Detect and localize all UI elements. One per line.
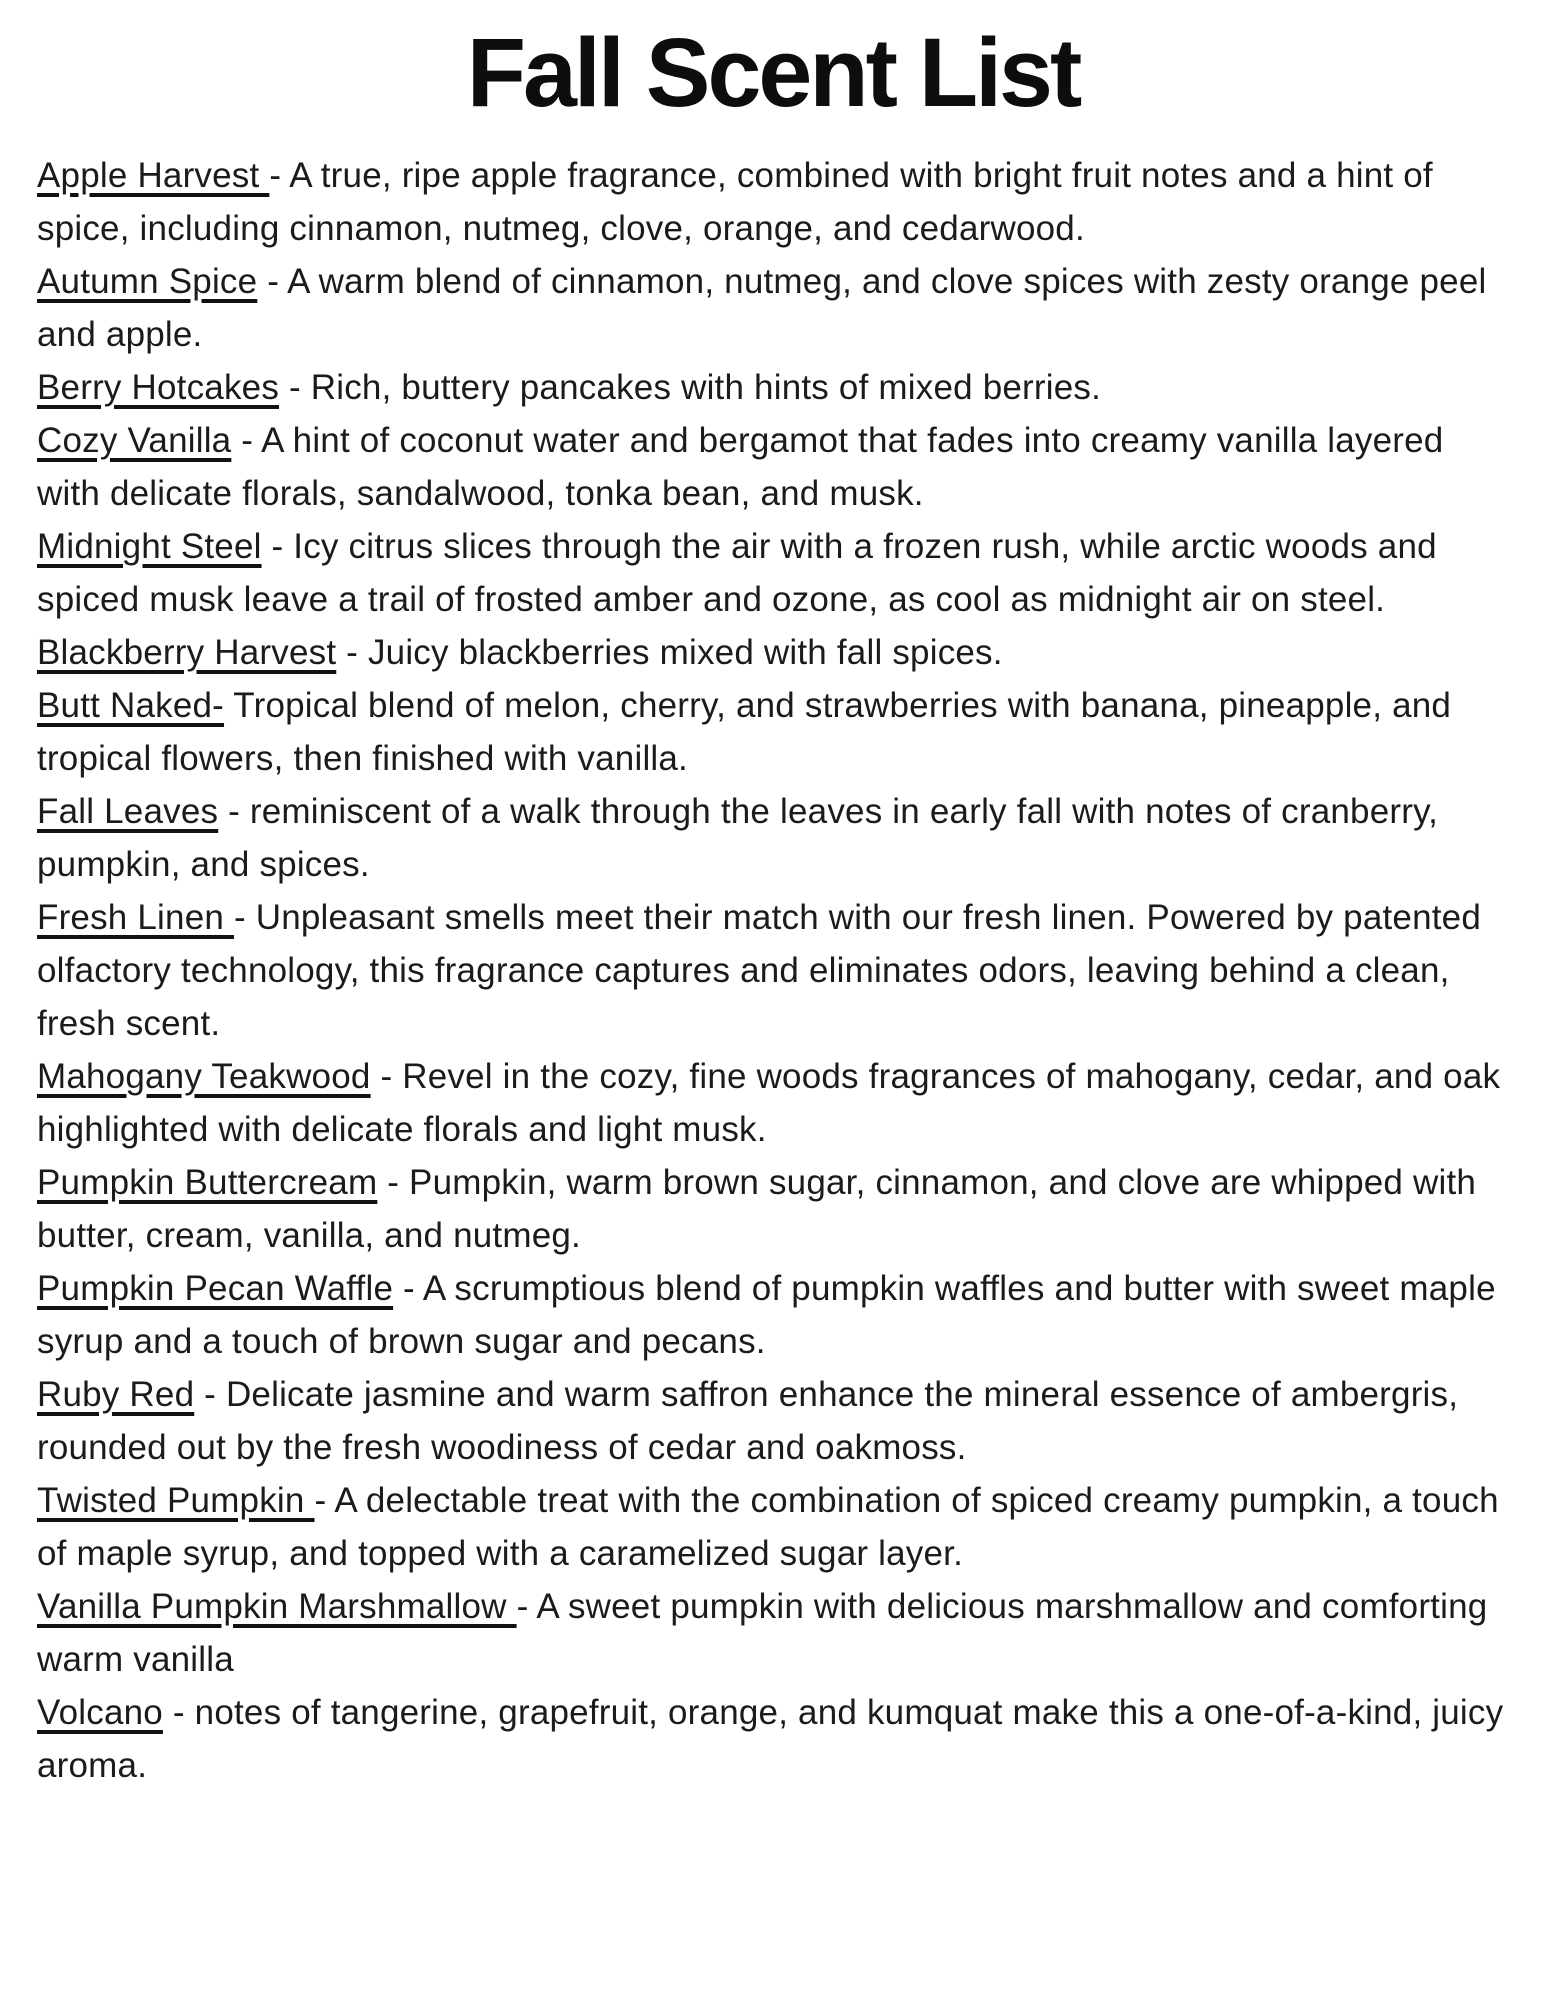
scent-description: - reminiscent of a walk through the leaves in early fall with notes of cranberry, pumpkin, and spices. — [37, 792, 1439, 884]
scent-entry — [37, 785, 1509, 891]
scent-name: Pumpkin Pecan Waffle — [37, 1269, 394, 1308]
scent-description: - A hint of coconut water and bergamot that fades into creamy vanilla layered with delicate florals, sandalwood, tonka bean, and musk. — [37, 421, 1444, 513]
scent-description: - Juicy blackberries mixed with fall spices. — [336, 633, 1003, 672]
scent-description: - Delicate jasmine and warm saffron enhance the mineral essence of ambergris, rounded out by the fresh woodiness of cedar and oakmoss. — [37, 1375, 1459, 1467]
scent-list — [37, 149, 1509, 1792]
scent-description: - Icy citrus slices through the air with a frozen rush, while arctic woods and spiced musk leave a trail of frosted amber and ozone, as cool as midnight air on steel. — [37, 527, 1437, 619]
scent-description: - A warm blend of cinnamon, nutmeg, and clove spices with zesty orange peel and apple. — [37, 262, 1487, 354]
scent-entry — [37, 679, 1509, 785]
scent-name: Butt Naked- — [37, 686, 225, 725]
scent-description: - A true, ripe apple fragrance, combined with bright fruit notes and a hint of spice, including cinnamon, nutmeg, clove, orange, and cedarwood. — [37, 156, 1433, 248]
scent-description: - Pumpkin, warm brown sugar, cinnamon, and clove are whipped with butter, cream, vanilla, and nutmeg. — [37, 1163, 1477, 1255]
scent-name: Vanilla Pumpkin Marshmallow — [37, 1587, 517, 1626]
scent-description: - A sweet pumpkin with delicious marshmallow and comforting warm vanilla — [37, 1587, 1488, 1679]
scent-description: - Revel in the cozy, fine woods fragrances of mahogany, cedar, and oak highlighted with delicate florals and light musk. — [37, 1057, 1501, 1149]
scent-description: - notes of tangerine, grapefruit, orange, and kumquat make this a one-of-a-kind, juicy aroma. — [37, 1693, 1504, 1785]
scent-name: Fall Leaves — [37, 792, 219, 831]
scent-description: - A delectable treat with the combination of spiced creamy pumpkin, a touch of maple syrup, and topped with a caramelized sugar layer. — [37, 1481, 1499, 1573]
scent-name: Autumn Spice — [37, 262, 258, 301]
scent-description: - A scrumptious blend of pumpkin waffles and butter with sweet maple syrup and a touch of brown sugar and pecans. — [37, 1269, 1496, 1361]
scent-name: Apple Harvest — [37, 156, 270, 195]
scent-description: - Rich, buttery pancakes with hints of mixed berries. — [279, 368, 1102, 407]
scent-entry — [37, 1050, 1509, 1156]
scent-entry — [37, 255, 1509, 361]
scent-entry — [37, 1686, 1509, 1792]
scent-entry — [37, 520, 1509, 626]
scent-entry — [37, 414, 1509, 520]
scent-entry — [37, 149, 1509, 255]
scent-entry — [37, 891, 1509, 1050]
scent-name: Mahogany Teakwood — [37, 1057, 371, 1096]
scent-entry — [37, 1156, 1509, 1262]
scent-entry — [37, 1474, 1509, 1580]
scent-name: Twisted Pumpkin — [37, 1481, 315, 1520]
scent-entry — [37, 626, 1509, 679]
scent-entry — [37, 1368, 1509, 1474]
page-title: Fall Scent List — [466, 18, 1080, 127]
scent-entry — [37, 1580, 1509, 1686]
scent-description: - Unpleasant smells meet their match with our fresh linen. Powered by patented olfactory technology, this fragrance captures and eliminates odors, leaving behind a clean, fresh scent. — [37, 898, 1481, 1043]
scent-name: Pumpkin Buttercream — [37, 1163, 378, 1202]
scent-name: Midnight Steel — [37, 527, 262, 566]
scent-name: Volcano — [37, 1693, 163, 1732]
scent-name: Blackberry Harvest — [37, 633, 337, 672]
scent-name: Ruby Red — [37, 1375, 195, 1414]
scent-entry — [37, 1262, 1509, 1368]
scent-name: Berry Hotcakes — [37, 368, 280, 407]
scent-name: Cozy Vanilla — [37, 421, 232, 460]
scent-description: Tropical blend of melon, cherry, and strawberries with banana, pineapple, and tropical flowers, then finished with vanilla. — [37, 686, 1452, 778]
scent-entry — [37, 361, 1509, 414]
scent-name: Fresh Linen — [37, 898, 234, 937]
